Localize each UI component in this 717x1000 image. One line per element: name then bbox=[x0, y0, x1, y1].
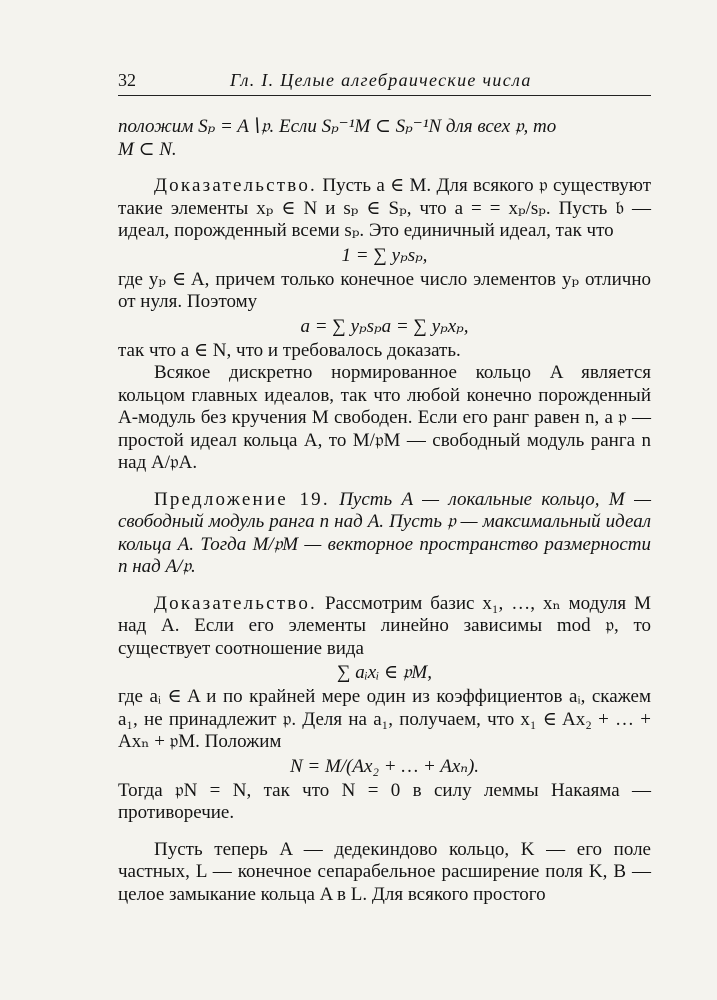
proof-2-text-2: где aᵢ ∈ A и по крайней мере один из коэффициентов aᵢ, скажем a₁, не принадлежит 𝔭. Деля на a₁, получаем, что x₁ ∈ Ax₂ + … + Axₙ + 𝔭M. Положим bbox=[118, 686, 651, 752]
statement-line-1: положим Sₚ = A∖𝔭. Если Sₚ⁻¹M ⊂ Sₚ⁻¹N для всех 𝔭, то bbox=[118, 116, 557, 137]
formula-1: 1 = ∑ yₚsₚ, bbox=[341, 244, 428, 266]
proof-2-heading: Доказательство. bbox=[154, 592, 317, 614]
statement-line-2: M ⊂ N. bbox=[118, 138, 177, 160]
proof-1-text: Пусть a ∈ M. Для всякого 𝔭 существуют такие элементы xₚ ∈ N и sₚ ∈ Sₚ, что a = = xₚ/sₚ. Пусть 𝔟 — идеал, порожденный всеми sₚ. Это единичный идеал, так что bbox=[118, 175, 652, 241]
proposition-19 bbox=[118, 489, 651, 579]
formula-2: a = ∑ yₚsₚa = ∑ yₚxₚ, bbox=[300, 315, 469, 337]
proof-2-paragraph bbox=[118, 593, 651, 661]
running-title: Гл. I. Целые алгебраические числа bbox=[230, 70, 532, 90]
formula-4: N = M/(Ax₂ + … + Axₙ). bbox=[289, 755, 480, 777]
proof-1-text-2: где yₚ ∈ A, причем только конечное число элементов yₚ отлично от нуля. Поэтому bbox=[118, 268, 651, 312]
proof-2-conclusion: Тогда 𝔭N = N, так что N = 0 в силу леммы Накаяма — противоречие. bbox=[118, 779, 651, 823]
proposition-text: Пусть A — локальные кольцо, M — свободный модуль ранга n над A. Пусть 𝔭 — максимальный идеал кольца A. Тогда M/𝔭M — векторное пространство размерности n над A/𝔭. bbox=[118, 488, 651, 577]
proof-1-conclusion: так что a ∈ N, что и требовалось доказать. bbox=[118, 339, 461, 361]
paragraph-dedekind: Пусть теперь A — дедекиндово кольцо, K — его поле частных, L — конечное сепарабельное расширение поля K, B — целое замыкание кольца A в L. Для всякого простого bbox=[118, 838, 651, 905]
proof-2-text: Рассмотрим базис x₁, …, xₙ модуля M над A. Если его элементы линейно зависимы mod 𝔭, то существует соотношение вида bbox=[118, 592, 651, 659]
page-number: 32 bbox=[118, 70, 136, 90]
proof-1-paragraph bbox=[118, 175, 651, 243]
running-header bbox=[118, 70, 651, 96]
proposition-heading: Предложение 19. bbox=[154, 488, 330, 510]
book-page bbox=[118, 70, 651, 906]
formula-3: ∑ aᵢxᵢ ∈ 𝔭M, bbox=[337, 662, 432, 683]
proof-1-heading: Доказательство. bbox=[154, 175, 317, 196]
paragraph-dvr: Всякое дискретно нормированное кольцо A является кольцом главных идеалов, так что любой конечно порожденный A-модуль без кручения M свободен. Если его ранг равен n, а 𝔭 — простой идеал кольца A, то M/𝔭M — свободный модуль ранга n над A/𝔭A. bbox=[118, 362, 651, 473]
